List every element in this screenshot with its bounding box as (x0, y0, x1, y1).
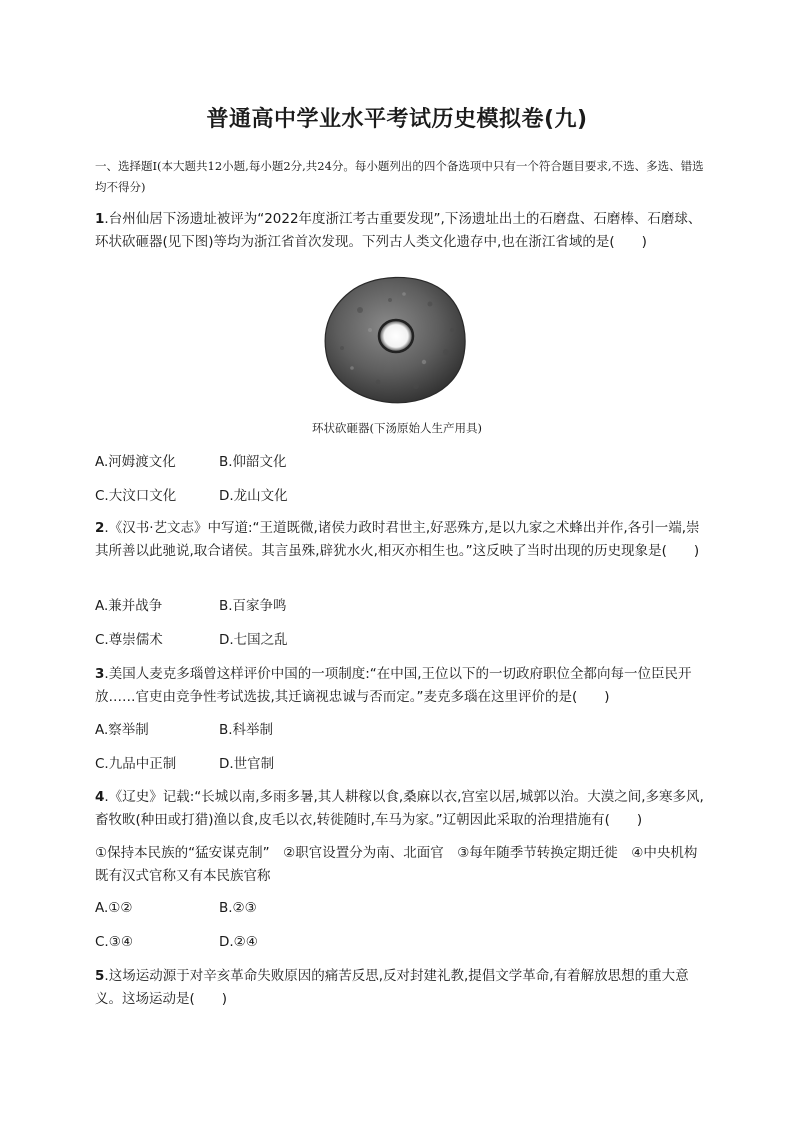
option-a[interactable]: A.兼并战争 (95, 598, 163, 614)
question-number: 1 (95, 211, 105, 227)
option-a[interactable]: A.①② (95, 900, 133, 916)
option-d[interactable]: D.七国之乱 (219, 632, 288, 648)
option-c[interactable]: C.③④ (95, 934, 133, 950)
option-d[interactable]: D.②④ (219, 934, 258, 950)
option-d[interactable]: D.世官制 (219, 756, 275, 772)
question-4 (95, 786, 707, 832)
question-stem: .台州仙居下汤遗址被评为“2022年度浙江考古重要发现”,下汤遗址出土的石磨盘、石磨棒、石磨球、环状砍砸器(见下图)等均为浙江省首次发现。下列古人类文化遗存中,也在浙江省域的是( ) (95, 211, 702, 250)
question-3 (95, 663, 707, 709)
option-b[interactable]: B.仰韶文化 (219, 454, 287, 470)
question-1-options (95, 452, 287, 472)
option-b[interactable]: B.②③ (219, 900, 257, 916)
question-3-options-2 (95, 754, 274, 774)
stone-chopper-image (320, 270, 472, 408)
question-2 (95, 517, 707, 563)
question-1-options-2 (95, 486, 288, 506)
question-stem: .美国人麦克多瑙曾这样评价中国的一项制度:“在中国,王位以下的一切政府职位全都向每一位臣民开放……官吏由竞争性考试选拔,其迁谪视忠诚与否而定。”麦克多瑙在这里评价的是( ) (95, 666, 692, 705)
question-number: 5 (95, 968, 105, 984)
option-c[interactable]: C.大汶口文化 (95, 488, 177, 504)
page-title: 普通高中学业水平考试历史模拟卷(九) (206, 107, 588, 132)
question-1 (95, 208, 707, 254)
question-number: 4 (95, 789, 105, 805)
question-5 (95, 965, 707, 1011)
option-c[interactable]: C.九品中正制 (95, 756, 177, 772)
question-number: 3 (95, 666, 105, 682)
option-d[interactable]: D.龙山文化 (219, 488, 288, 504)
option-c[interactable]: C.尊崇儒术 (95, 632, 163, 648)
question-4-options (95, 898, 257, 918)
section-heading: 一、选择题Ⅰ(本大题共12小题,每小题2分,共24分。每小题列出的四个备选项中只有一个符合题目要求,不选、多选、错选均不得分) (95, 159, 704, 194)
question-number: 2 (95, 520, 105, 536)
question-stem: .《汉书·艺文志》中写道:“王道既微,诸侯力政时君世主,好恶殊方,是以九家之术蜂出并作,各引一端,崇其所善以此驰说,取合诸侯。其言虽殊,辟犹水火,相灭亦相生也。”这反映了当时出现的历史现象是( ) (95, 520, 700, 559)
question-stem: .这场运动源于对辛亥革命失败原因的痛苦反思,反对封建礼教,提倡文学革命,有着解放思想的重大意义。这场运动是( ) (95, 968, 689, 1007)
figure-caption: 环状砍砸器(下汤原始人生产用具) (312, 421, 482, 435)
question-stem: .《辽史》记载:“长城以南,多雨多暑,其人耕稼以食,桑麻以衣,宫室以居,城郭以治。大漠之间,多寒多风,畜牧畋(种田或打猎)渔以食,皮毛以衣,转徙随时,车马为家。”辽朝因此采取的治理措施有( ) (95, 789, 704, 828)
option-a[interactable]: A.察举制 (95, 722, 149, 738)
question-2-options-2 (95, 630, 288, 650)
option-b[interactable]: B.百家争鸣 (219, 598, 287, 614)
question-4-options-2 (95, 932, 258, 952)
option-a[interactable]: A.河姆渡文化 (95, 454, 176, 470)
question-3-options (95, 720, 273, 740)
question-4-items: ①保持本民族的“猛安谋克制” ②职官设置分为南、北面官 ③每年随季节转换定期迁徙 ④中央机构既有汉式官称又有本民族官称 (95, 845, 698, 884)
option-b[interactable]: B.科举制 (219, 722, 274, 738)
question-2-options (95, 596, 287, 616)
